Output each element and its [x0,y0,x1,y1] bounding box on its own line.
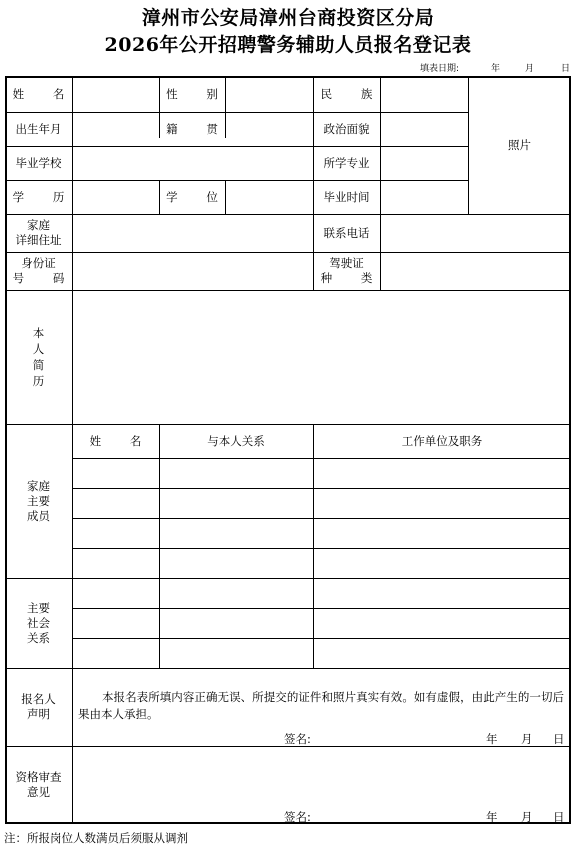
family-col-name: 姓名 [89,433,171,448]
grid-line [72,608,571,609]
label-major: 所学专业 [323,155,370,170]
review-date-month: 月 [521,810,533,824]
form-title-line1: 漳州市公安局漳州台商投资区分局 [141,7,435,29]
footnote: 注：所报岗位人数满员后须服从调剂 [4,831,188,845]
family-col-relation: 与本人关系 [207,433,265,448]
label-grad-time: 毕业时间 [323,189,370,204]
label-native-place: 籍贯 [166,121,247,136]
grid-line [380,76,381,290]
grid-line [72,518,571,519]
fill-date-year: 年 [491,64,501,74]
fill-date-label: 填表日期: [420,64,460,74]
label-review: 资格审查 意见 [15,770,62,799]
grid-line [5,252,571,253]
grid-line [72,548,571,549]
label-ethnicity: 民族 [320,87,402,101]
grid-line [5,214,571,215]
label-birth: 出生年月 [15,121,62,136]
declaration-date-year: 年 [486,732,498,746]
label-gender: 性别 [166,87,247,101]
declaration-date-day: 日 [553,732,565,746]
label-school: 毕业学校 [15,155,62,170]
family-col-work: 工作单位及职务 [401,433,483,448]
label-license: 驾驶证 种类 [320,256,402,285]
grid-line [72,638,571,639]
grid-line [72,488,571,489]
grid-line [5,290,571,291]
label-political: 政治面貌 [323,121,370,136]
review-date-year: 年 [486,810,498,824]
label-name: 姓名 [12,87,94,101]
label-resume: 本 人 简 历 [32,326,45,388]
review-signature-label: 签名: [284,810,311,824]
label-degree: 学位 [166,189,247,204]
label-social-relations: 主要 社会 关系 [27,600,50,645]
label-address: 家庭 详细住址 [15,218,62,247]
fill-date-day: 日 [561,64,571,74]
declaration-text: 本报名表所填内容正确无误、所提交的证件和照片真实有效。如有虚假，由此产生的一切后果由本人承担。 [78,690,564,721]
grid-line [5,578,571,579]
grid-line [5,180,468,181]
grid-line [159,424,160,668]
declaration-signature-label: 签名: [284,732,311,746]
grid-line [72,458,571,459]
grid-line [5,668,571,669]
grid-line [5,146,468,147]
label-family-members: 家庭 主要 成员 [27,478,50,523]
grid-line [313,424,314,668]
form-title-line2: 2026年公开招聘警务辅助人员报名登记表 [104,34,472,56]
declaration-date-month: 月 [521,732,533,746]
label-id-number: 身份证 号码 [12,256,94,285]
label-education: 学历 [12,189,94,204]
label-declaration: 报名人 声明 [21,692,56,721]
review-date-day: 日 [553,810,565,824]
label-phone: 联系电话 [323,225,370,240]
grid-line [5,112,468,113]
photo-box[interactable]: 照片 [508,138,531,152]
fill-date-month: 月 [525,64,535,74]
